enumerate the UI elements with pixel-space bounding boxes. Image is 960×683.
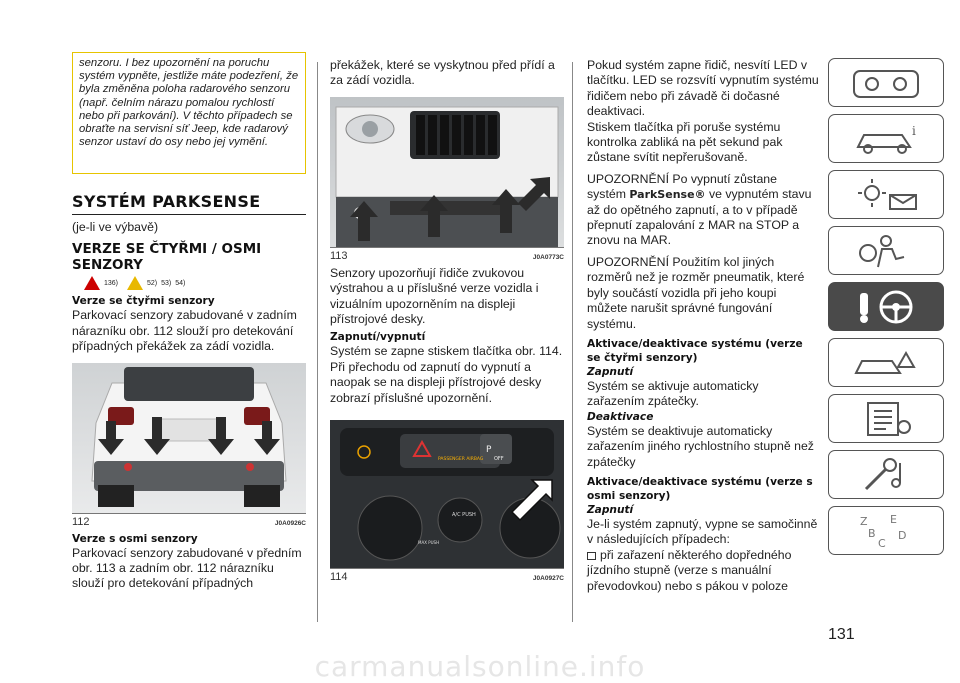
passenger-airbag-label: PASSENGER AIRBAG — [438, 457, 484, 463]
paragraph-on-off-2: Při přechodu od zapnutí do vypnutí a naopak se na displeji přístrojové desky zobrazí příslušné upozornění. — [330, 359, 542, 405]
parksense-button-off-label: OFF — [494, 456, 504, 463]
svg-text:Z: Z — [860, 514, 868, 528]
side-tab-5-active[interactable] — [828, 282, 944, 331]
svg-text:i: i — [912, 123, 916, 138]
figure-112-caption — [72, 513, 306, 528]
danger-triangle-icon — [84, 276, 100, 290]
notice-off-text-b: ve vypnutém stavu až do opětného zapnutí, a to v případě přepnutí zapalování z MAR na STOP a znovu na MAR. — [587, 187, 812, 248]
column-2 — [330, 58, 564, 587]
side-tab-8[interactable] — [828, 450, 944, 499]
car-warning-icon — [846, 343, 926, 383]
ref-53: 53) — [161, 279, 172, 287]
heading-activation-eight: Aktivace/deaktivace systému (verze s osmi senzory) — [587, 475, 813, 502]
airbag-person-icon — [846, 231, 926, 271]
heading-off-four: Deaktivace — [587, 410, 654, 423]
paragraph-sensor-alerts: Senzory upozorňují řidiče zvukovou výstrahou a u příslušné verze vozidla i vizuálním upozorněním na displeji přístrojové desky. — [330, 265, 539, 327]
side-tab-9[interactable] — [828, 506, 944, 555]
figure-112-code: J0A0926C — [274, 519, 306, 527]
figure-113-front-car — [330, 97, 564, 247]
page-number: 131 — [828, 626, 855, 643]
paragraph-on-eight: Je-li systém zapnutý, vypne se samočinně v následujících případech: — [587, 516, 818, 547]
figure-112-rear-car — [72, 363, 306, 513]
paragraph-continued: překážek, které se vyskytnou před přídí a za zádí vozidla. — [330, 58, 555, 88]
column-divider-2 — [572, 62, 573, 622]
paragraph-notice-off — [587, 172, 819, 249]
heading-eight-sensors: Verze s osmi senzory — [72, 532, 198, 545]
notice-off-text-a: UPOZORNĚNÍ Po vypnutí zůstane systém — [587, 171, 777, 202]
bullet-forward-gear-text: při zařazení některého dopředného jízdního stupně (verze s manuální převodovkou) nebo s pákou v poloze — [587, 547, 792, 593]
paragraph-eight-sensors: Parkovací senzory zabudované v předním obr. 113 a zadním obr. 112 nárazníku slouží pro detekování případných — [72, 545, 302, 591]
side-tab-6[interactable] — [828, 338, 944, 387]
svg-text:C: C — [878, 536, 886, 550]
index-letters-icon — [846, 511, 926, 551]
heading-activation-four: Aktivace/deaktivace systému (verze se čtyřmi senzory) — [587, 337, 803, 364]
front-car-illustration — [330, 97, 564, 247]
svg-text:D: D — [898, 528, 907, 542]
side-tab-7[interactable] — [828, 394, 944, 443]
side-tab-4[interactable] — [828, 226, 944, 275]
warning-references — [84, 276, 306, 290]
figure-114-code: J0A0927C — [532, 575, 564, 583]
subsection-title — [72, 241, 306, 273]
figure-114-number: 114 — [330, 571, 348, 584]
figure-114-caption — [330, 568, 564, 583]
paragraph-off-four: Systém se deaktivuje automaticky zařazením jiného rychlostního stupně než zpátečky — [587, 423, 814, 469]
svg-text:E: E — [890, 512, 897, 526]
heading-on-off: Zapnutí/vypnutí — [330, 331, 426, 344]
paragraph-led-info: Pokud systém zapne řidič, nesvítí LED v tlačítku. LED se rozsvítí vypnutím systému řidičem nebo při závadě či dočasné deaktivaci. — [587, 58, 819, 119]
parksense-button-p-label: P — [486, 445, 492, 456]
side-tab-1[interactable] — [828, 58, 944, 107]
paragraph-four-sensors: Parkovací senzory zabudované v zadním nárazníku obr. 112 slouží pro detekování případných překážek za zádí vozidla. — [72, 308, 297, 354]
heading-on-four: Zapnutí — [587, 365, 634, 378]
column-divider-1 — [317, 62, 318, 622]
heading-four-sensors: Verze se čtyřmi senzory — [72, 295, 215, 308]
ref-136: 136) — [104, 279, 119, 287]
paragraph-on-four: Systém se aktivuje automaticky zařazením zpátečky. — [587, 378, 759, 409]
maintenance-list-icon — [846, 399, 926, 439]
column-3 — [587, 58, 819, 594]
section-title: SYSTÉM PARKSENSE — [72, 192, 306, 215]
ref-52: 52) — [147, 279, 158, 287]
dashboard-car-icon — [846, 63, 926, 103]
column-1 — [72, 52, 306, 592]
max-knob-label: MAX PUSH — [418, 540, 440, 546]
svg-text:B: B — [868, 526, 876, 540]
bullet-box-icon — [587, 552, 596, 560]
figure-112-number: 112 — [72, 515, 90, 528]
brand-parksense: ParkSense® — [629, 188, 706, 202]
car-info-icon — [846, 119, 926, 159]
figure-113-number: 113 — [330, 249, 348, 262]
paragraph-on-off-1: Systém se zapne stiskem tlačítka obr. 114. — [330, 344, 563, 359]
watermark: carmanualsonline.info — [314, 650, 646, 683]
figure-114-dashboard-button — [330, 420, 564, 568]
figure-113-code: J0A0773C — [532, 253, 564, 261]
tools-multimedia-icon — [846, 455, 926, 495]
warning-box — [72, 52, 306, 174]
rear-car-illustration — [72, 363, 306, 513]
warning-text: senzoru. I bez upozornění na poruchu systém vypněte, jestliže máte podezření, že byla změněna poloha radarového senzoru (např. čelním nárazu pomalou rychlostí nebo při parkování). V těchto případech se obraťte na servisní síť Jeep, kde radarový senzor ustaví do osy nebo jej vymění. — [79, 57, 299, 149]
key-steering-wheel-icon — [846, 287, 926, 327]
section-note: (je-li ve výbavě) — [72, 220, 159, 234]
subsection-title-line1: VERZE SE ČTYŘMI / OSMI — [72, 241, 262, 258]
ref-54: 54) — [175, 279, 186, 287]
lights-mail-icon — [846, 175, 926, 215]
side-tab-2[interactable] — [828, 114, 944, 163]
caution-triangle-icon — [127, 276, 143, 290]
figure-113-caption — [330, 247, 564, 262]
ac-knob-label: A/C PUSH — [452, 512, 476, 519]
dashboard-buttons-illustration — [330, 420, 564, 568]
side-tab-3[interactable] — [828, 170, 944, 219]
paragraph-notice-wheels: UPOZORNĚNÍ Použitím kol jiných rozměrů než je rozměr pneumatik, které byly součástí vozidla při jeho koupi můžete narušit správné fungování systému. — [587, 254, 805, 331]
heading-on-eight: Zapnutí — [587, 503, 634, 516]
paragraph-failure-blink: Stiskem tlačítka při poruše systému kontrolka zabliká na pět sekund pak zůstane svítit nepřerušovaně. — [587, 119, 783, 165]
subsection-title-line2: SENZORY — [72, 257, 143, 274]
bullet-forward-gear — [587, 548, 819, 594]
